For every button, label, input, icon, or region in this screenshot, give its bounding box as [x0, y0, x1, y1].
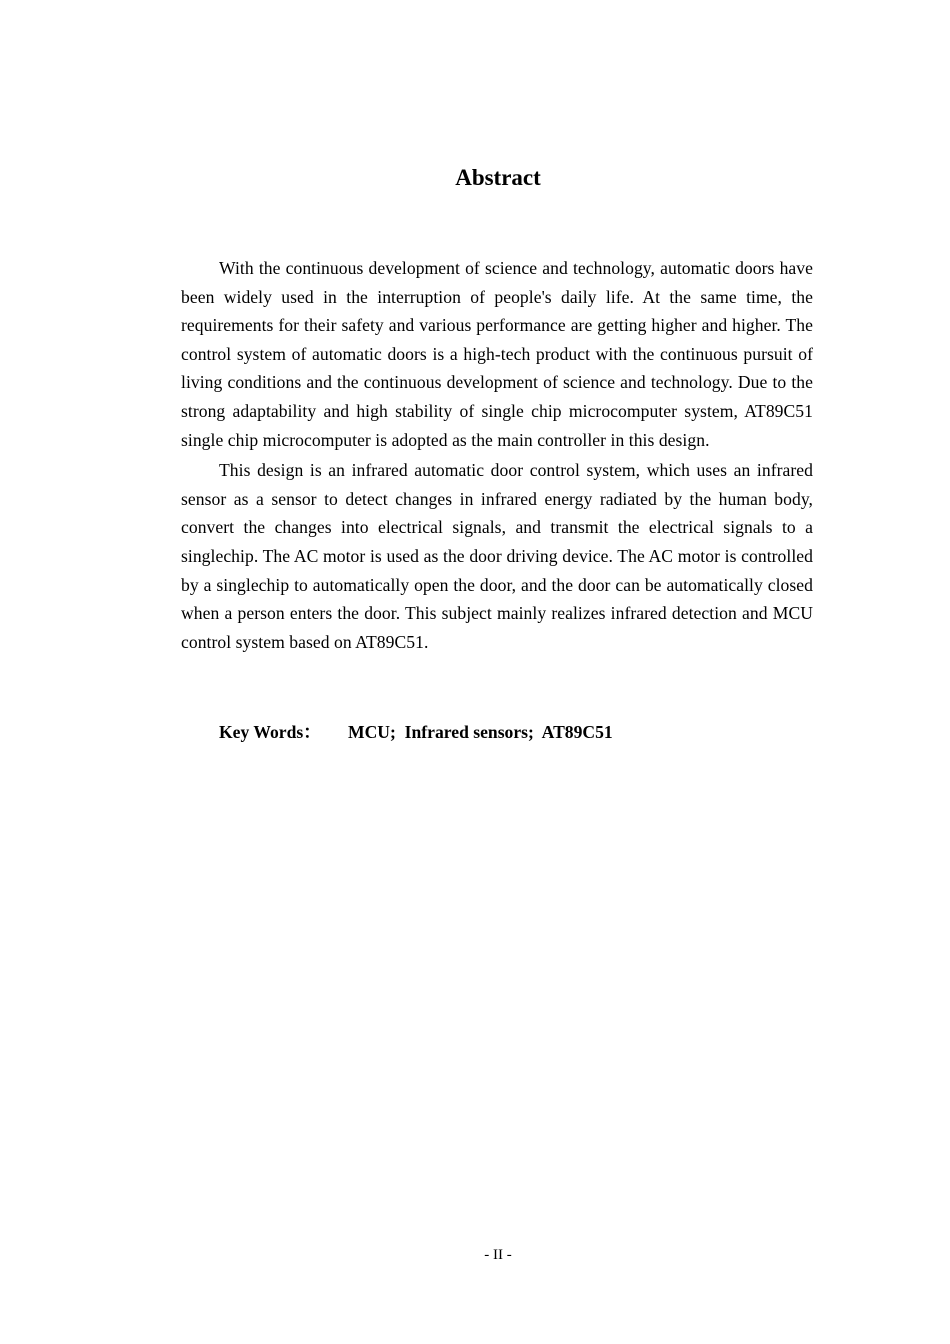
abstract-paragraph-2: This design is an infrared automatic door control system, which uses an infrared sensor as a sensor to detect changes in infrared energy radiated by the human body, convert the changes into electrical signals, and transmit the electrical signals to a singlechip. The AC motor is used as the door driving device. The AC motor is controlled by a singlechip to automatically open the door, and the door can be automatically closed when a person enters the door. This subject mainly realizes infrared detection and MCU control system based on AT89C51. [181, 460, 813, 652]
abstract-body [181, 254, 813, 658]
page-number: - II - [484, 1247, 512, 1263]
keywords-list: MCU; Infrared sensors; AT89C51 [348, 722, 613, 742]
keywords-line [219, 718, 613, 746]
abstract-title: Abstract [455, 165, 541, 190]
abstract-paragraph-1: With the continuous development of science and technology, automatic doors have been widely used in the interruption of people's daily life. At the same time, the requirements for their safety and various performance are getting higher and higher. The control system of automatic doors is a high-tech product with the continuous pursuit of living conditions and the continuous development of science and technology. Due to the strong adaptability and high stability of single chip microcomputer system, AT89C51 single chip microcomputer is adopted as the main controller in this design. [181, 258, 813, 450]
keywords-label: Key Words： [219, 722, 321, 742]
